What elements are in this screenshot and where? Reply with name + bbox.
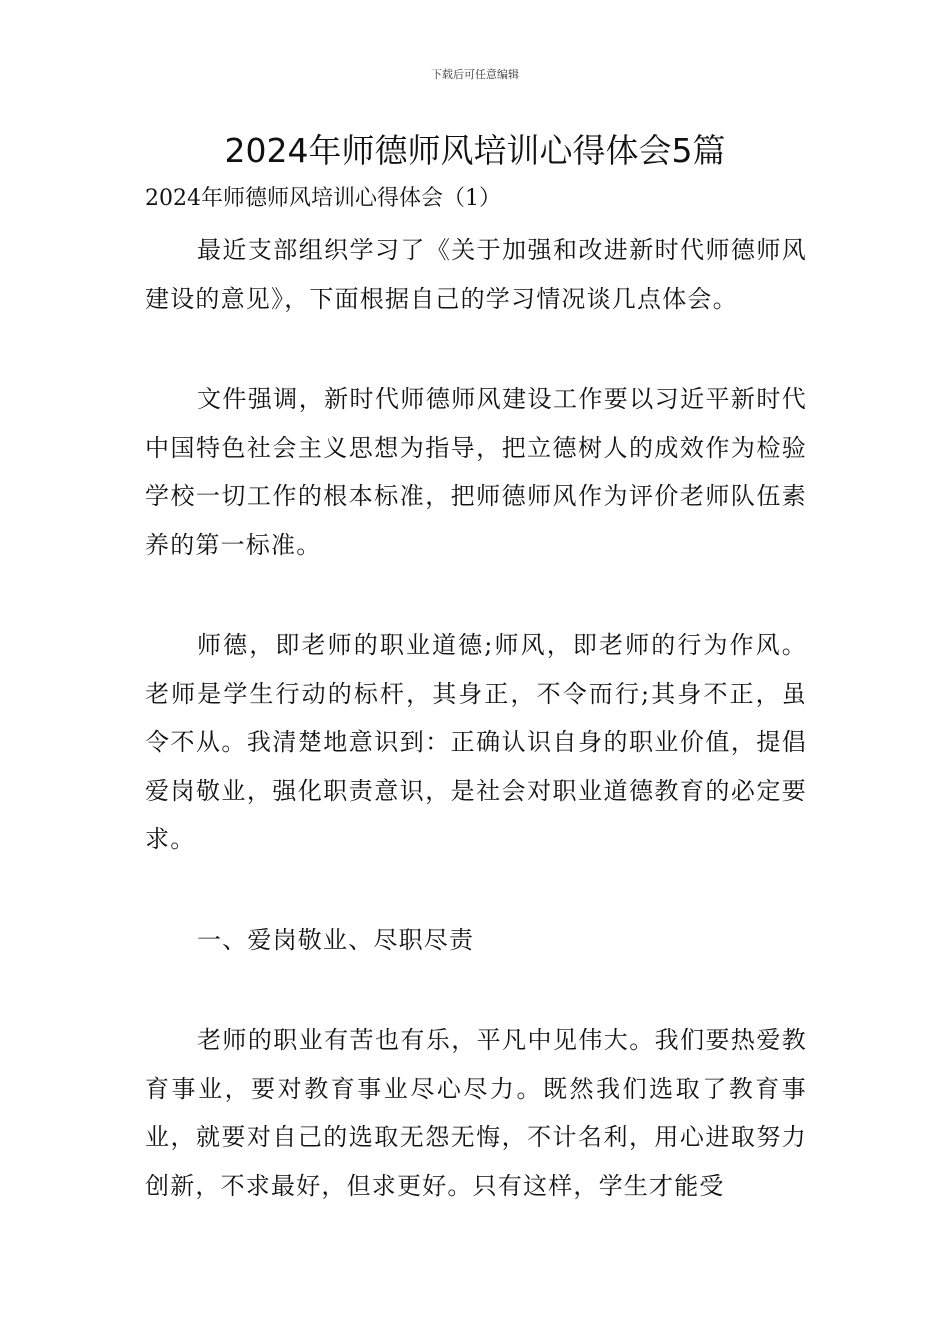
paragraph-teacher-ethics: 师德，即老师的职业道德;师风，即老师的行为作风。老师是学生行动的标杆，其身正，不令而行;其身不正，虽令不从。我清楚地意识到：正确认识自身的职业价值，提倡爱岗敬业，强化职责意识，是社会对职业道德教育的必定要求。 xyxy=(145,631,807,853)
paragraph-document-emphasis: 文件强调，新时代师德师风建设工作要以习近平新时代中国特色社会主义思想为指导，把立德树人的成效作为检验学校一切工作的根本标准，把师德师风作为评价老师队伍素养的第一标准。 xyxy=(145,385,807,559)
paragraph-gap xyxy=(145,323,807,375)
paragraph-gap xyxy=(145,864,807,916)
paragraph-gap xyxy=(145,964,807,1016)
section-heading-dedication: 一、爱岗敬业、尽职尽责 xyxy=(197,925,475,954)
section-subtitle: 2024年师德师风培训心得体会（1） xyxy=(145,186,501,211)
document-body xyxy=(145,226,807,1210)
paragraph-gap xyxy=(145,569,807,621)
header-note: 下载后可任意编辑 xyxy=(431,68,519,81)
document-title: 2024年师德师风培训心得体会5篇 xyxy=(224,131,726,170)
paragraph-dedication: 老师的职业有苦也有乐，平凡中见伟大。我们要热爱教育事业，要对教育事业尽心尽力。既然我们选取了教育事业，就要对自己的选取无怨无悔，不计名利，用心进取努力创新，不求最好，但求更好。只有这样，学生才能受 xyxy=(145,1026,807,1200)
paragraph-intro: 最近支部组织学习了《关于加强和改进新时代师德师风建设的意见》，下面根据自己的学习情况谈几点体会。 xyxy=(145,236,807,313)
